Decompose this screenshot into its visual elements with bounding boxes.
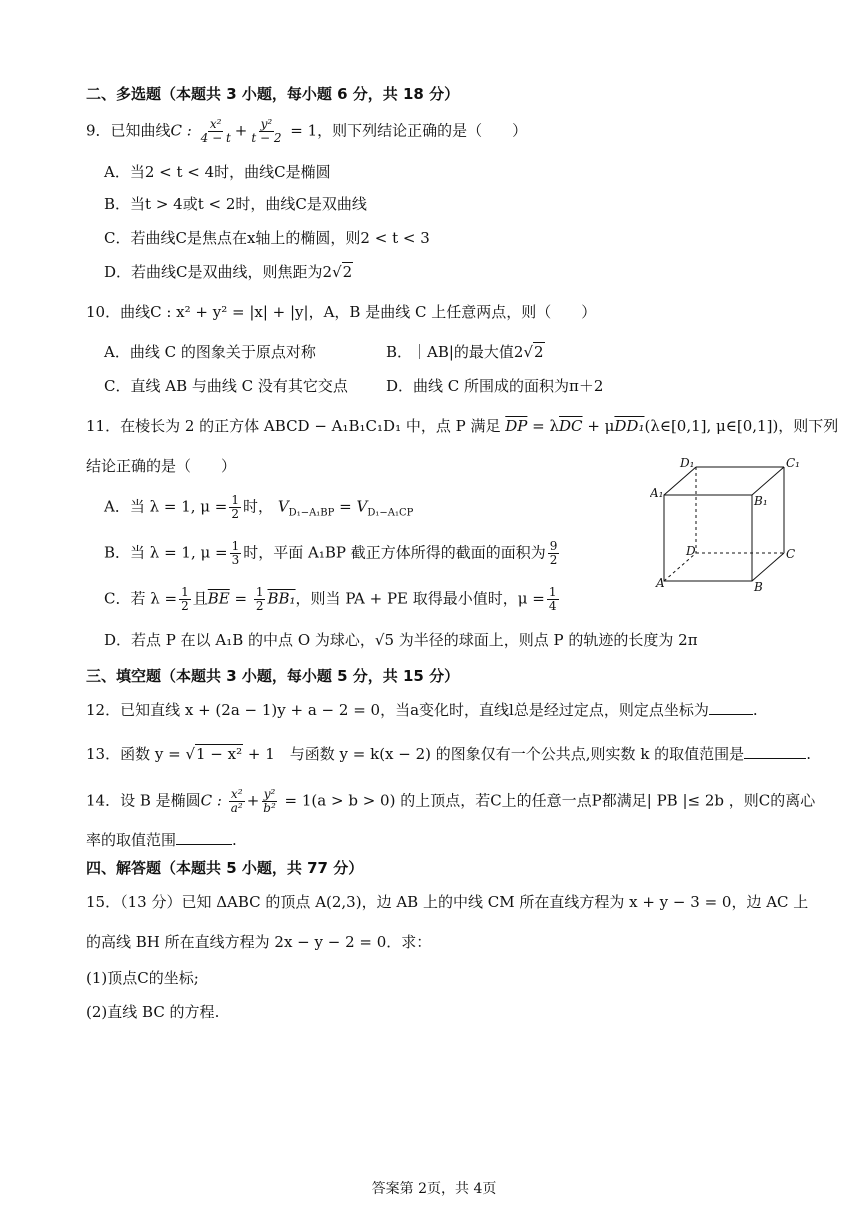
frac-num: x² — [230, 787, 243, 801]
q15-part2: (2)直线 BC 的方程. — [86, 1003, 220, 1021]
q11-a-text: A．当 λ = 1, μ = — [104, 497, 228, 516]
sqrt-sign: √ — [185, 745, 195, 763]
section-fill-blank: 三、填空题（本题共 3 小题，每小题 5 分，共 15 分） — [86, 667, 460, 685]
vector-bb1: BB₁ — [267, 589, 296, 608]
q10-option-b-radicand: 2 — [534, 343, 544, 361]
q12 — [86, 700, 758, 720]
q11-option-a — [104, 494, 413, 524]
frac-den: 2 — [549, 553, 558, 567]
q10-option-b-text: B．｜AB|的最大值2 — [386, 343, 524, 361]
q11-eq-lambda: = λ — [527, 417, 560, 435]
q11-stem-2: 结论正确的是（ ） — [86, 457, 237, 475]
q11-b-text: B．当 λ = 1, μ = — [104, 543, 228, 562]
q9-option-c: C．若曲线C是焦点在x轴上的椭圆，则2 < t < 3 — [104, 229, 430, 247]
q10-option-b — [386, 342, 545, 362]
q9-stem-b: ，则下列结论正确的是（ ） — [317, 121, 528, 140]
q9-eq1: = 1 — [285, 121, 318, 140]
q11-option-d: D．若点 P 在以 A₁B 的中点 O 为球心，√5 为半径的球面上，则点 P 的轨迹的长度为 2π — [104, 631, 698, 649]
frac-num: 1 — [548, 585, 557, 599]
frac-num: y² — [263, 787, 276, 801]
q11-stem-b: (λ∈[0,1], μ∈[0,1])，则下列 — [644, 417, 839, 435]
q12-answer-blank — [709, 700, 753, 715]
frac-den: b² — [263, 801, 276, 815]
q14-frac-x — [229, 788, 245, 815]
q13-text-a: 13．函数 y = — [86, 745, 186, 763]
q14-text-c: 率的取值范围 — [86, 831, 177, 849]
q12-period: . — [752, 701, 758, 719]
volume-v1: V — [277, 497, 289, 516]
q11-c-text: C．若 λ = — [104, 589, 178, 608]
frac-num: 1 — [181, 585, 189, 599]
vector-dp: $\overline{DP}$ — [505, 417, 528, 435]
q9-frac-y-den: t − 2 — [251, 131, 282, 145]
q9-frac-x — [199, 118, 233, 145]
cube-label-b: B — [754, 580, 763, 594]
q14: 14．设 B 是椭圆C : $\frac{\text{x²}}{\text{a²}}$ + $\frac{\text{y²}}{\text{b²}}$ = 1(a > b > 0) 的上顶点，若C上的任意一点P都满足| PB |≤ 2b ，则C的离心 — [86, 787, 816, 815]
q11-option-b — [104, 540, 561, 567]
cube-label-c: C — [786, 547, 796, 561]
cube-edge-a1d1 — [664, 467, 696, 495]
cube-label-d1: D₁ — [680, 456, 695, 470]
q11-stem — [86, 416, 838, 436]
q11-option-c — [104, 586, 561, 613]
q11-a-frac — [229, 494, 241, 521]
q11-c-frac-lambda — [179, 586, 191, 613]
sqrt-sign: √ — [332, 263, 342, 281]
q9-stem-a: 9．已知曲线 — [86, 121, 171, 140]
frac-den: 2 — [255, 599, 264, 613]
q15-line1: 15．（13 分）已知 ΔABC 的顶点 A(2,3)，边 AB 上的中线 CM 所在直线方程为 x + y − 3 = 0，边 AC 上 — [86, 893, 809, 911]
q9-option-b: B．当t > 4或t < 2时，曲线C是双曲线 — [104, 195, 367, 213]
cube-label-d: D — [686, 544, 696, 558]
q9-frac-y — [249, 118, 283, 145]
cube-front-face — [664, 495, 752, 581]
frac-den: 4 — [548, 599, 557, 613]
vector-dc: $\overline{DC}$ — [559, 417, 583, 435]
q11-c-eq: = — [229, 589, 252, 608]
q13 — [86, 744, 811, 764]
q9-option-d-text: D．若曲线C是双曲线，则焦距为2 — [104, 263, 333, 281]
frac-num: 1 — [255, 585, 264, 599]
q10-option-c: C．直线 AB 与曲线 C 没有其它交点 — [104, 377, 348, 395]
q15-part1: (1)顶点C的坐标; — [86, 969, 199, 987]
page-footer: 答案第 2页，共 4页 — [371, 1181, 497, 1197]
q9-option-a: A．当2 < t < 4时，曲线C是椭圆 — [104, 163, 331, 181]
frac-den: 2 — [181, 599, 189, 613]
q11-c-text-2: 且 — [192, 589, 208, 608]
q11-b-text-2: 时，平面 A₁BP 截正方体所得的截面的面积为 — [243, 543, 546, 562]
frac-den: 2 — [231, 507, 240, 521]
cube-edge-bc — [752, 553, 784, 581]
q10-stem: 10．曲线C : x² + y² = |x| + |y|，A，B 是曲线 C 上任意两点，则（ ） — [86, 303, 597, 321]
cube-label-a: A — [656, 576, 665, 590]
q11-stem-a: 11．在棱长为 2 的正方体 ABCD − A₁B₁C₁D₁ 中，点 P 满足 — [86, 417, 501, 435]
q12-text: 12．已知直线 x + (2a − 1)y + a − 2 = 0，当a变化时，直线l总是经过定点，则定点坐标为 — [86, 701, 709, 719]
volume-v2-sub: D₁−A₁CP — [367, 507, 414, 519]
q13-text-c: + 1 与函数 y = k(x − 2) 的图象仅有一个公共点,则实数 k 的取值范围是 — [243, 745, 745, 763]
q10-option-a: A．曲线 C 的图象关于原点对称 — [104, 343, 316, 361]
q14-text-a: 14．设 B 是椭圆 — [86, 791, 201, 810]
cube-edge-b1c1 — [752, 467, 784, 495]
cube-diagram — [650, 455, 800, 595]
q14-curve-name: C : — [200, 791, 227, 810]
frac-den: a² — [230, 801, 243, 815]
q11-b-frac-mu — [230, 540, 242, 567]
cube-label-a1: A₁ — [650, 486, 664, 500]
q14-line2 — [86, 830, 237, 850]
section-multi-choice: 二、多选题（本题共 3 小题，每小题 6 分，共 18 分） — [86, 85, 460, 103]
cube-label-c1: C₁ — [786, 456, 800, 470]
frac-num: 9 — [549, 539, 558, 553]
q11-c-frac-half — [254, 586, 266, 613]
frac-num: 1 — [231, 493, 240, 507]
q10-option-d: D．曲线 C 所围成的面积为π＋2 — [386, 377, 604, 395]
q13-period: . — [806, 745, 811, 763]
cube-label-b1: B₁ — [754, 494, 768, 508]
q14-text-b: = 1(a > b > 0) 的上顶点，若C上的任意一点P都满足| PB |≤ 2b ，则C的离心 — [279, 791, 816, 810]
q9-stem: 9．已知曲线C : $\frac{\text{x²}}{4 - t}$ + $\frac{\text{y²}}{t - 2}$ = 1，则下列结论正确的是（ ） — [86, 117, 528, 145]
sqrt-sign: √ — [523, 343, 534, 361]
q11-a-text-2: 时， — [243, 497, 274, 516]
vector-dd1: DD₁ — [614, 417, 645, 435]
frac-den: 3 — [231, 553, 240, 567]
q9-option-d-radicand: 2 — [342, 263, 353, 281]
volume-v2: = V — [334, 497, 368, 516]
q14-answer-blank — [176, 830, 232, 845]
q9-option-d — [104, 262, 353, 282]
q14-period: . — [232, 831, 237, 849]
q11-b-frac-area — [548, 540, 560, 567]
q9-frac-y-num: y² — [260, 117, 273, 131]
q13-answer-blank — [744, 744, 806, 759]
q9-curve-name: C : — [170, 121, 197, 140]
q11-c-text-3: ，则当 PA + PE 取得最小值时，μ = — [295, 589, 545, 608]
q11-c-frac-mu — [547, 586, 559, 613]
q15-line2: 的高线 BH 所在直线方程为 2x − y − 2 = 0．求： — [86, 933, 432, 951]
section-solve: 四、解答题（本题共 5 小题，共 77 分） — [86, 859, 364, 877]
q9-frac-x-num: x² — [209, 117, 222, 131]
q14-frac-y — [261, 788, 278, 815]
q11-plus-mu: + μ — [582, 417, 615, 435]
frac-num: 1 — [231, 539, 240, 553]
q9-frac-x-den: 4 − t — [200, 131, 231, 145]
volume-v1-sub: D₁−A₁BP — [288, 507, 335, 519]
q13-radicand: 1 − x² — [196, 745, 243, 763]
vector-be: $\overline{BE}$ — [207, 589, 230, 608]
